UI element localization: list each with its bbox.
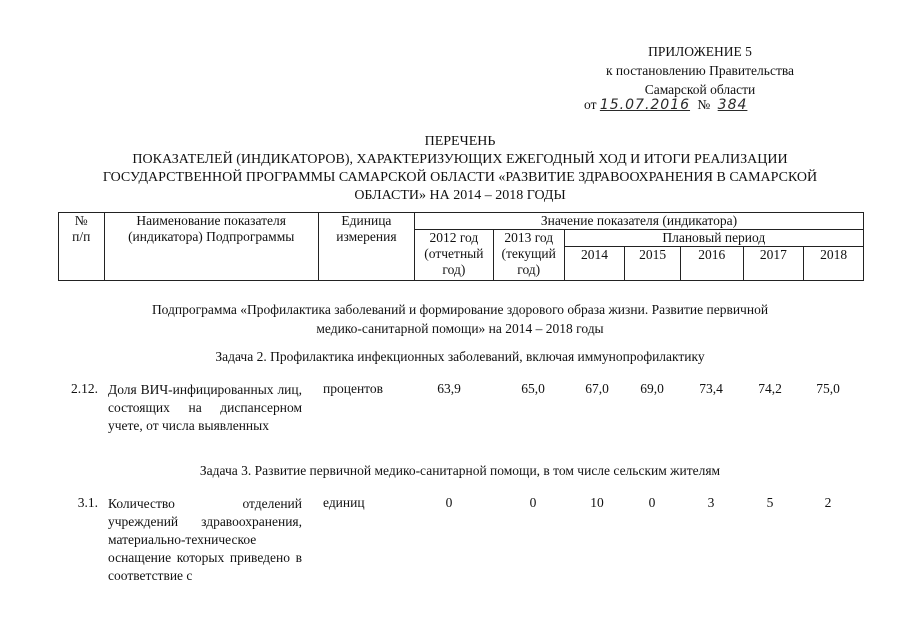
document-title	[40, 133, 880, 205]
title-line-2: ПОКАЗАТЕЛЕЙ (ИНДИКАТОРОВ), ХАРАКТЕРИЗУЮЩИХ ЕЖЕГОДНЫЙ ХОД И ИТОГИ РЕАЛИЗАЦИИ	[132, 152, 788, 167]
col-2015-header: 2015	[625, 247, 681, 281]
title-line-3: ГОСУДАРСТВЕННОЙ ПРОГРАММЫ САМАРСКОЙ ОБЛАСТИ «РАЗВИТИЕ ЗДРАВООХРАНЕНИЯ В САМАРСКОЙ	[102, 170, 818, 185]
row-3-1-name: Количество отделений учреждений здравоохранения, материально-техническое оснащение которых приведено в соответствие с	[108, 496, 302, 583]
col-unit-l1: Единица	[341, 213, 392, 228]
order-line	[584, 97, 834, 113]
row-2-12-unit: процентов	[323, 381, 384, 396]
subprogram-line-2: медико-санитарной помощи» на 2014 – 2018 годы	[316, 321, 604, 336]
row-3-1-value-2018: 2	[824, 495, 832, 510]
col-2012-l3: год)	[442, 262, 466, 277]
col-unit-l2: измерения	[336, 229, 397, 244]
col-2013-l2: (текущий	[501, 246, 556, 261]
col-2018-header: 2018	[804, 247, 864, 281]
col-name-l2: (индикатора) Подпрограммы	[128, 229, 295, 244]
row-2-12-value-2014: 67,0	[585, 381, 609, 396]
row-2-12-value-2015: 69,0	[640, 381, 664, 396]
row-2-12-value-2016: 73,4	[699, 381, 723, 396]
col-2012-header	[414, 230, 493, 281]
col-2013-l1: 2013 год	[504, 230, 554, 245]
subprogram-heading	[60, 300, 860, 338]
col-name-header	[104, 213, 318, 281]
handwritten-number: 384	[717, 97, 748, 113]
col-name-l1: Наименование показателя	[136, 213, 286, 228]
row-3-1-value-2017: 5	[766, 495, 774, 510]
title-line-4: ОБЛАСТИ» НА 2014 – 2018 ГОДЫ	[354, 188, 566, 203]
subprogram-line-1: Подпрограмма «Профилактика заболеваний и формирование здорового образа жизни. Развитие первичной	[151, 302, 769, 317]
title-line-1: ПЕРЕЧЕНЬ	[424, 134, 496, 149]
row-2-12-value-2013: 65,0	[521, 381, 545, 396]
row-3-1-value-2015: 0	[648, 495, 656, 510]
row-3-1-value-2012: 0	[445, 495, 453, 510]
col-number-header	[59, 213, 105, 281]
annex-resolution: к постановлению Правительства	[605, 63, 795, 78]
task-2-heading: Задача 2. Профилактика инфекционных заболеваний, включая иммунопрофилактику	[215, 349, 705, 364]
col-2013-l3: год)	[517, 262, 541, 277]
col-2016-header: 2016	[680, 247, 743, 281]
plan-period-header: Плановый период	[564, 230, 863, 247]
annex-header	[560, 42, 840, 99]
col-2013-header	[493, 230, 564, 281]
annex-region: Самарской области	[644, 82, 756, 97]
row-3-1-number: 3.1.	[77, 495, 98, 510]
col-number-l2: п/п	[72, 229, 91, 244]
row-3-1-unit: единиц	[323, 495, 365, 510]
value-group-header: Значение показателя (индикатора)	[414, 213, 863, 230]
from-label: от	[584, 97, 597, 112]
col-2017-header: 2017	[743, 247, 804, 281]
row-3-1-value-2014: 10	[590, 495, 604, 510]
row-3-1-value-2013: 0	[529, 495, 537, 510]
row-2-12-value-2017: 74,2	[758, 381, 782, 396]
col-2012-l2: (отчетный	[424, 246, 484, 261]
col-unit-header	[318, 213, 414, 281]
handwritten-date: 15.07.2016	[599, 97, 691, 113]
row-3-1-value-2016: 3	[707, 495, 715, 510]
number-label: №	[697, 97, 711, 112]
col-2012-l1: 2012 год	[429, 230, 479, 245]
row-2-12-number: 2.12.	[71, 381, 98, 396]
col-2014-header: 2014	[564, 247, 625, 281]
task-3-heading: Задача 3. Развитие первичной медико-санитарной помощи, в том числе сельским жителям	[199, 463, 721, 478]
row-2-12-name: Доля ВИЧ-инфицированных лиц, состоящих на диспансерном учете, от числа выявленных	[108, 382, 302, 433]
indicator-table-header	[58, 212, 864, 281]
annex-title: ПРИЛОЖЕНИЕ 5	[648, 44, 752, 59]
row-2-12-value-2012: 63,9	[437, 381, 461, 396]
col-number-l1: №	[74, 213, 88, 228]
row-2-12-value-2018: 75,0	[816, 381, 840, 396]
